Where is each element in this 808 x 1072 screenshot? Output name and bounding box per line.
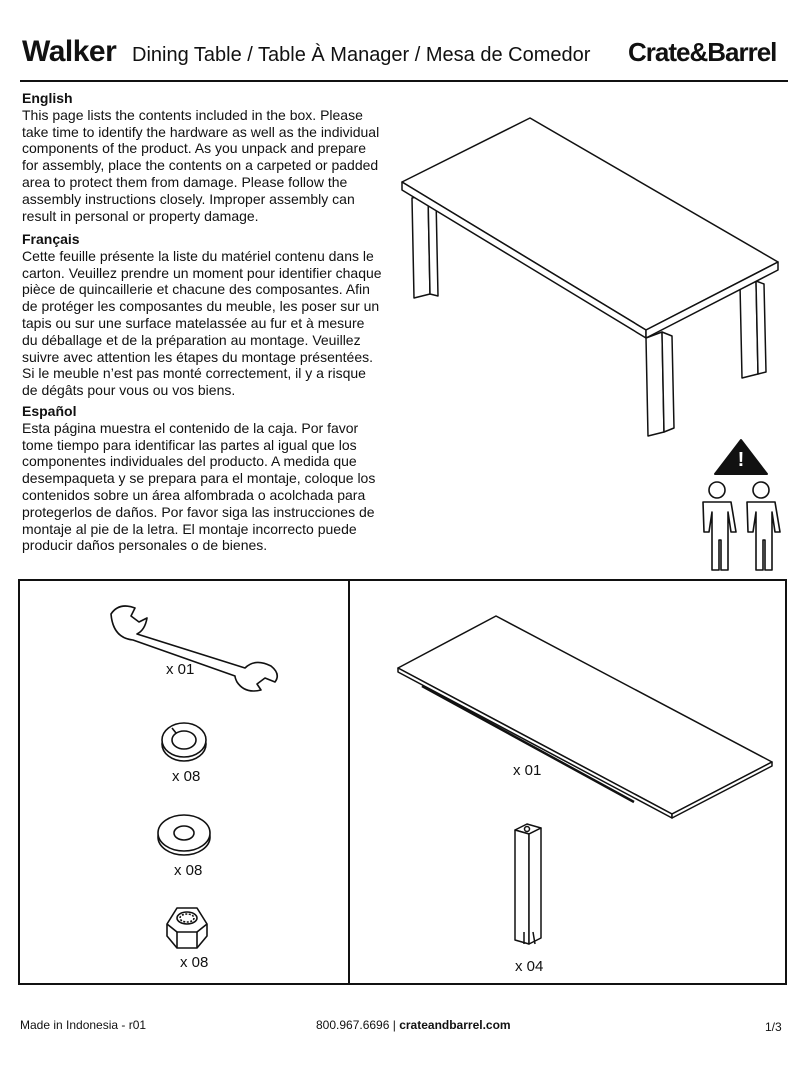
- product-subtitle: Dining Table / Table À Manager / Mesa de Comedor: [132, 44, 591, 66]
- intro-body: This page lists the contents included in the box. Please take time to identify the hardware as well as the individual components of the product. As you unpack and prepare for assembly, place the contents on a carpeted or padded area to protect them from damage. Please follow the assembly instructions closely. Improper assembly can result in personal or property damage.: [22, 106, 380, 224]
- leg-qty: x 04: [515, 958, 544, 975]
- flat-washer-qty: x 08: [174, 862, 203, 879]
- spring-washer-qty: x 08: [172, 768, 201, 785]
- assembled-table-illustration: [400, 110, 780, 440]
- wrench-qty: x 01: [166, 661, 195, 678]
- intro-espanol: [22, 403, 382, 554]
- warning-symbol: !: [737, 449, 745, 471]
- table-top-icon: [396, 612, 778, 820]
- table-top-qty: x 01: [513, 762, 542, 779]
- flat-washer-icon: [155, 812, 213, 858]
- hex-nut-qty: x 08: [180, 954, 209, 971]
- wrench-icon: [105, 600, 285, 692]
- intro-heading: Français: [22, 231, 80, 247]
- intro-francais: [22, 231, 382, 399]
- footer-website[interactable]: crateandbarrel.com: [399, 1018, 511, 1032]
- footer-phone: 800.967.6696 |: [316, 1018, 400, 1032]
- intro-body: Esta página muestra el contenido de la caja. Por favor tome tiempo para identificar las partes al igual que los componentes individuales del producto. A medida que desempaquetа y se prepara para el montaje, coloque los contenidos sobre un área alfombrada o acolchada para protegerlos de daños. Por favor siga las instrucciones de montaje al pie de la letra. El montaje incorrecto puede producir daños personales o de bienes.: [22, 419, 376, 554]
- spring-washer-icon: [158, 720, 210, 764]
- intro-heading: Español: [22, 403, 77, 419]
- header-rule: [20, 80, 788, 82]
- hex-nut-icon: [163, 902, 211, 952]
- footer-origin: Made in Indonesia - r01: [20, 1018, 147, 1032]
- page-number: 1/3: [765, 1020, 782, 1034]
- product-name: Walker: [22, 35, 117, 68]
- parts-divider: [348, 579, 350, 985]
- footer-contact: [316, 1018, 511, 1032]
- intro-english: [22, 90, 382, 224]
- two-person-lift-icon: [695, 480, 785, 572]
- intro-body: Cette feuille présente la liste du matériel contenu dans le carton. Veuillez prendre un moment pour identifier chaque pièce de quincaillerie et chacune des composantes. Afin de protéger les composantes du meuble, les poser sur un tapis ou sur une surface matelassée au fur et à mesure du déballage et de la préparation au montage. Veuillez suivre avec attention les étapes du montage présentées. Si le meuble n’est pas monté correctement, il y a risque de dégâts pour vous ou vos biens.: [22, 247, 382, 399]
- brand-logo: Crate&Barrel: [628, 37, 777, 67]
- intro-heading: English: [22, 90, 73, 106]
- leg-icon: [505, 820, 555, 950]
